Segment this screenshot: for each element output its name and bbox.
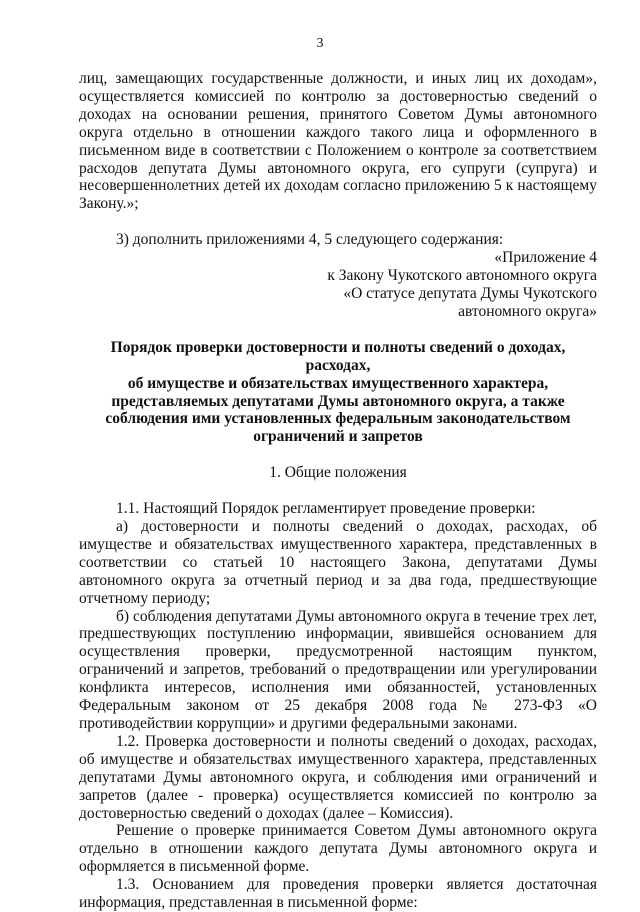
title-line-4: соблюдения ими установленных федеральным законодательством	[105, 410, 571, 428]
title-line-5: ограничений и запретов	[253, 428, 423, 446]
item-3-paragraph: 3) дополнить приложениями 4, 5 следующего содержания:	[116, 231, 504, 249]
section-heading: 1. Общие положения	[269, 464, 407, 482]
paragraph-1-1: 1.1. Настоящий Порядок регламентирует проведение проверки:	[116, 500, 536, 518]
appendix-line-1: «Приложение 4	[494, 249, 597, 267]
document-body	[79, 70, 597, 912]
paragraph-b: б) соблюдения депутатами Думы автономного округа в течение трех лет, предшествующих поступлению информации, явившейся основанием для осуществления проверки, предусмотренной настоящим пунктом, ограничений и запретов, требований о предотвращении или урегулировании конфликта интересов, исполнения ими обязанностей, установленных Федеральным законом от 25 декабря 2008 года № 273-ФЗ «О противодействии коррупции» и другими федеральными законами.	[79, 607, 597, 732]
page-number: 3	[316, 36, 324, 51]
document-title	[79, 339, 597, 446]
title-line-2: об имуществе и обязательствах имущественного характера,	[127, 374, 549, 392]
appendix-line-3: «О статусе депутата Думы Чукотского	[343, 284, 597, 302]
title-line-1: Порядок проверки достоверности и полноты сведений о доходах, расходах,	[110, 338, 566, 374]
appendix-line-2: к Закону Чукотского автономного округа	[327, 267, 597, 285]
appendix-header	[79, 249, 597, 321]
title-line-3: представляемых депутатами Думы автономного округа, а также	[111, 392, 565, 410]
appendix-line-4: автономного округа»	[458, 302, 597, 320]
paragraph-1-2: 1.2. Проверка достоверности и полноты сведений о доходах, расходах, об имуществе и обязательствах имущественного характера, представленных депутатами Думы автономного округа, и соблюдения ими ограничений и запретов (далее - проверка) осуществляется комиссией по контролю за достоверностью сведений о доходах (далее – Комиссия).	[79, 732, 597, 822]
paragraph-decision: Решение о проверке принимается Советом Думы автономного округа отдельно в отношении каждого депутата Думы автономного округа и оформляется в письменной форме.	[79, 822, 597, 876]
paragraph-a: а) достоверности и полноты сведений о доходах, расходах, об имуществе и обязательствах имущественного характера, представленных в соответствии со статьей 10 настоящего Закона, депутатами Думы автономного округа за отчетный период и за два года, предшествующие отчетному периоду;	[79, 518, 597, 607]
intro-paragraph: лиц, замещающих государственные должности, и иных лиц их доходам», осуществляется комиссией по контролю за достоверностью сведений о доходах на основании решения, принятого Советом Думы автономного округа отдельно в отношении каждого такого лица и оформленного в письменном виде в соответствии с Положением о контроле за соответствием расходов депутата Думы автономного округа, его супруги (супруга) и несовершеннолетних детей их доходам согласно приложению 5 к настоящему Закону.»;	[79, 70, 597, 213]
paragraph-1-3: 1.3. Основанием для проведения проверки является достаточная информация, представленная в письменной форме:	[79, 876, 597, 912]
